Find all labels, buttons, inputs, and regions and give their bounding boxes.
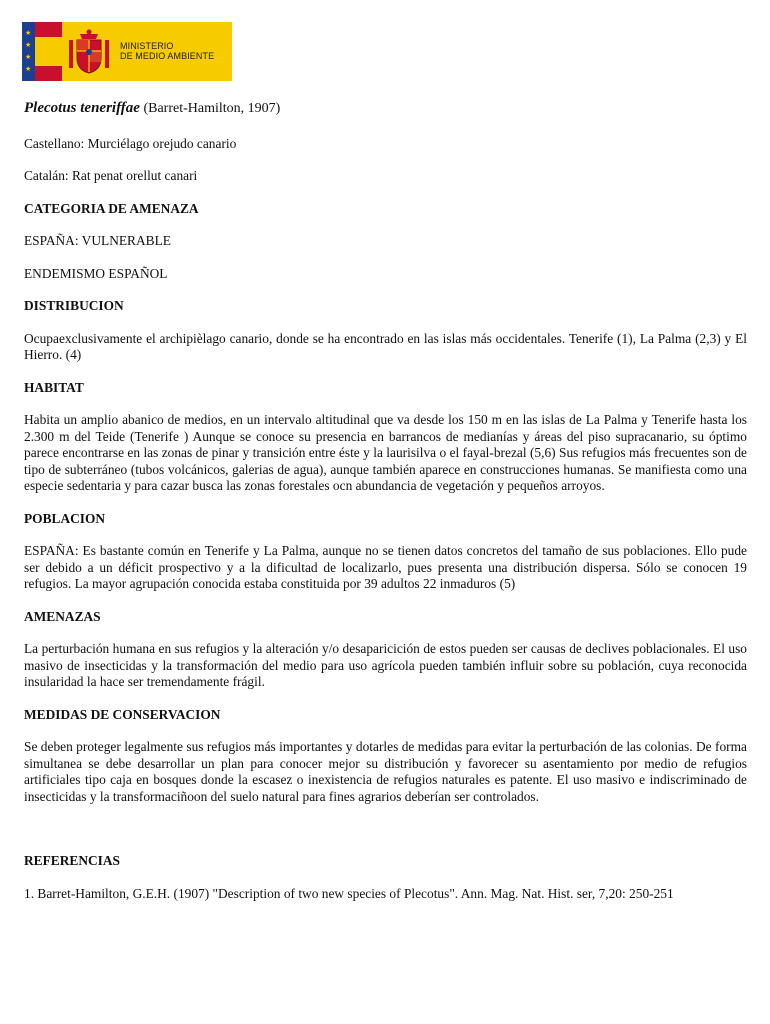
heading-habitat: HABITAT: [24, 379, 84, 395]
eu-spain-flag-icon: ★ ★ ★ ★: [22, 22, 62, 81]
heading-referencias: REFERENCIAS: [24, 853, 120, 868]
ministry-name-line-2: DE MEDIO AMBIENTE: [120, 51, 215, 61]
endemism-status: ENDEMISMO ESPAÑOL: [24, 265, 168, 281]
common-name-castellano: Castellano: Murciélago orejudo canario: [24, 135, 237, 151]
ministry-logo: [22, 22, 232, 81]
reference-item: 1. Barret-Hamilton, G.E.H. (1907) "Description of two new species of Plecotus". Ann. Mag. Nat. Hist. ser, 7,20: 250-251: [24, 885, 674, 901]
amenazas-text: La perturbación humana en sus refugios y la alteración y/o desaparicición de estos pueden ser causas de declives poblacionales. El uso masivo de insecticidas y la transformación del medio para uso agrícola pueden también influir sobre su población, cuya reconocida insularidad la hace ser tremendamente frágil.: [24, 641, 747, 689]
coat-of-arms-icon: [66, 28, 112, 76]
heading-amenazas: AMENAZAS: [24, 608, 101, 624]
category-spain: ESPAÑA: VULNERABLE: [24, 233, 171, 248]
document-body: [24, 100, 747, 902]
species-title: [24, 100, 747, 118]
species-authority: (Barret-Hamilton, 1907): [143, 101, 281, 116]
heading-poblacion: POBLACION: [24, 510, 106, 526]
common-name-catalan: Catalán: Rat penat orellut canari: [24, 168, 198, 183]
heading-medidas: MEDIDAS DE CONSERVACION: [24, 706, 221, 722]
heading-categoria: CATEGORIA DE AMENAZA: [24, 200, 199, 216]
habitat-text: Habita un amplio abanico de medios, en un intervalo altitudinal que va desde los 150 m en las islas de La Palma y Tenerife hasta los 2.300 m del Teide (Tenerife ) Aunque se conoce su presencia en barrancos de medianías y áreas del piso supracanario, su óptimo parece encontrarse en las zonas de pinar y transición entre éste y la laurisilva o el fayal-brezal (5,6) Sus refugios más frecuentes son de tipo de subterráneo (tubos volcánicos, galerias de agua), aunque también aparece en construcciones humanas. Se manifiesta como una especie sedentaria y para cazar busca las zonas forestales ocn abundancia de vegetación y pequeños arroyos.: [24, 412, 747, 493]
ministry-name-line-1: MINISTERIO: [120, 41, 174, 51]
distribucion-text: Ocupaexclusivamente el archipièlago canario, donde se ha encontrado en las islas más occidentales. Tenerife (1), La Palma (2,3) y El Hierro. (4): [24, 330, 747, 362]
scientific-name: Plecotus teneriffae: [24, 100, 140, 116]
medidas-text: Se deben proteger legalmente sus refugios más importantes y dotarles de medidas para evitar la perturbación de las colonias. De forma simultanea se debe desarrollar un plan para conocer mejor su distribución y favorecer su asentamiento por medio de refugios artificiales tipo caja en bosques donde la escasez o inexistencia de refugios naturales es patente. El uso masivo e indiscriminado de insecticidas y la transformaciñoon del suelo natural para fines agrarios deberían ser controlados.: [24, 739, 747, 804]
heading-distribucion: DISTRIBUCION: [24, 298, 124, 313]
ministry-name: [120, 41, 230, 61]
poblacion-text: ESPAÑA: Es bastante común en Tenerife y La Palma, aunque no se tienen datos concretos del tamaño de sus poblaciones. Ello pude ser debido a un déficit prospectivo y a la dificultad de localizarlo, pues presenta una distribución dispersa. Sólo se conocen 19 refugios. La mayor agrupación conocida estaba constituida por 39 adultos 22 inmaduros (5): [24, 543, 747, 591]
